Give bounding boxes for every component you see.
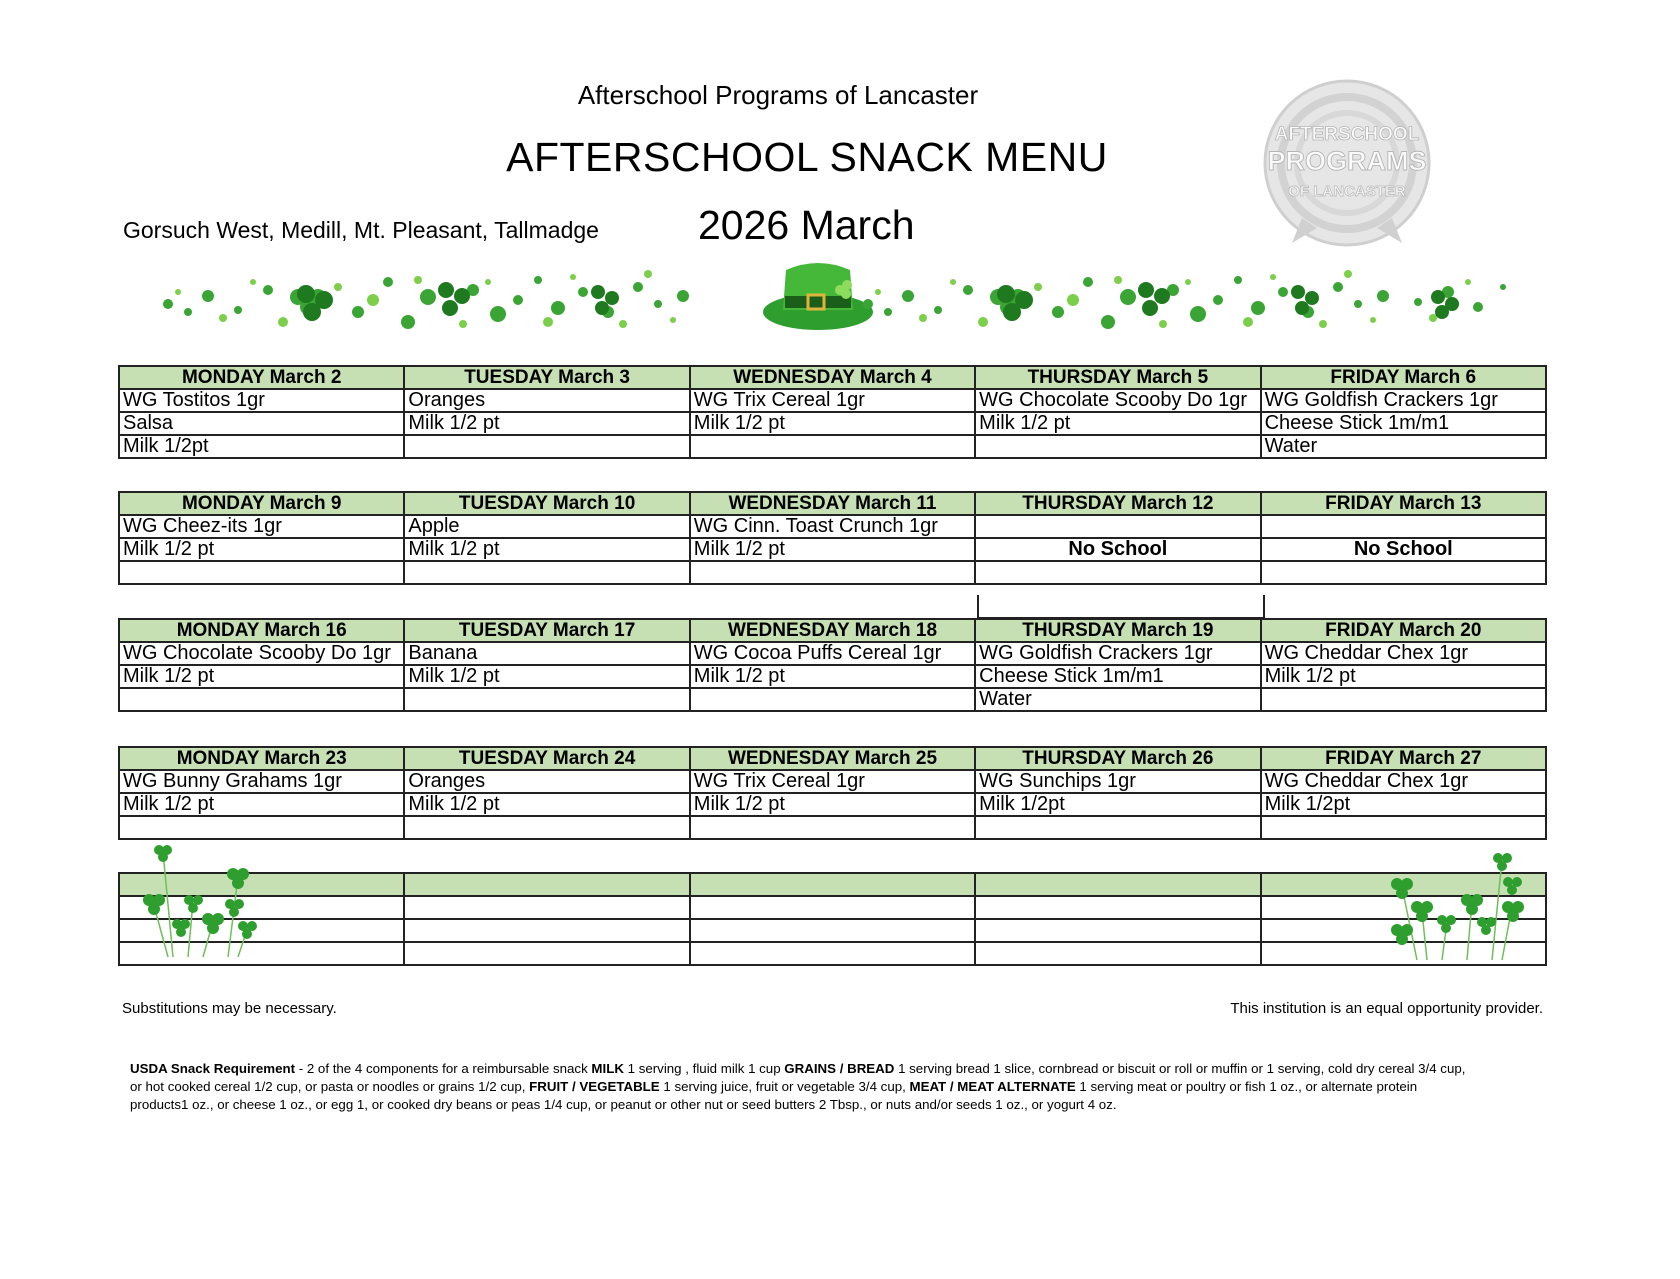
day-header: FRIDAY March 6 <box>1261 366 1546 389</box>
day-header: MONDAY March 23 <box>119 747 404 770</box>
day-header: WEDNESDAY March 18 <box>690 619 975 642</box>
menu-row <box>119 561 1546 584</box>
menu-row <box>119 793 1546 816</box>
menu-cell: Water <box>1261 435 1546 458</box>
menu-cell: Milk 1/2 pt <box>119 793 404 816</box>
menu-row <box>119 435 1546 458</box>
menu-cell: WG Trix Cereal 1gr <box>690 770 975 793</box>
menu-cell: WG Chocolate Scooby Do 1gr <box>975 389 1260 412</box>
menu-cell: Milk 1/2 pt <box>404 412 689 435</box>
menu-cell: Milk 1/2 pt <box>690 538 975 561</box>
menu-cell: Water <box>975 688 1260 711</box>
usda-requirement <box>130 1060 1470 1114</box>
menu-row <box>119 919 1546 942</box>
menu-cell <box>690 919 975 942</box>
menu-cell: Milk 1/2 pt <box>975 412 1260 435</box>
menu-cell: WG Chocolate Scooby Do 1gr <box>119 642 404 665</box>
usda-intro: - 2 of the 4 components for a reimbursable snack <box>295 1061 592 1076</box>
day-header-row <box>119 366 1546 389</box>
menu-row <box>119 412 1546 435</box>
clover-garland-right <box>863 270 1506 329</box>
menu-cell: Milk 1/2pt <box>1261 793 1546 816</box>
menu-cell <box>119 816 404 839</box>
menu-cell: WG Bunny Grahams 1gr <box>119 770 404 793</box>
menu-row <box>119 515 1546 538</box>
menu-cell: Apple <box>404 515 689 538</box>
menu-cell: Cheese Stick 1m/m1 <box>975 665 1260 688</box>
menu-cell <box>119 688 404 711</box>
meat-text: 1 serving meat or poultry or fish 1 oz., or alternate protein products1 oz., or cheese 1 oz., or egg 1, or cooked dry beans or peas 1/4 cup, or peanut or other nut or seed butters 2 Tbsp., or nuts and/or seeds 1 oz., or yogurt 4 oz. <box>130 1079 1418 1112</box>
menu-cell <box>404 919 689 942</box>
menu-cell: Cheese Stick 1m/m1 <box>1261 412 1546 435</box>
menu-cell: Banana <box>404 642 689 665</box>
menu-cell: WG Goldfish Crackers 1gr <box>975 642 1260 665</box>
week-3-table <box>118 618 1547 712</box>
day-header: TUESDAY March 17 <box>404 619 689 642</box>
day-header: THURSDAY March 19 <box>975 619 1260 642</box>
menu-cell: Milk 1/2 pt <box>119 665 404 688</box>
menu-row <box>119 942 1546 965</box>
shamrock-cluster-right-icon <box>1382 852 1532 962</box>
week-1-table <box>118 365 1547 459</box>
day-header: WEDNESDAY March 4 <box>690 366 975 389</box>
menu-row <box>119 770 1546 793</box>
day-header-row <box>119 747 1546 770</box>
menu-month: 2026 March <box>698 202 915 248</box>
fruit-label: FRUIT / VEGETABLE <box>529 1079 660 1094</box>
menu-cell <box>404 561 689 584</box>
menu-cell: Milk 1/2pt <box>975 793 1260 816</box>
week-5-table <box>118 872 1547 966</box>
no-school-cell: No School <box>1261 538 1546 561</box>
menu-cell: Milk 1/2 pt <box>1261 665 1546 688</box>
menu-cell <box>690 896 975 919</box>
day-header: WEDNESDAY March 25 <box>690 747 975 770</box>
menu-cell <box>1261 688 1546 711</box>
menu-cell: Oranges <box>404 770 689 793</box>
menu-cell: Milk 1/2 pt <box>690 793 975 816</box>
menu-row <box>119 688 1546 711</box>
menu-cell <box>975 816 1260 839</box>
week-2-table <box>118 491 1547 585</box>
menu-cell: WG Cinn. Toast Crunch 1gr <box>690 515 975 538</box>
fruit-text: 1 serving juice, fruit or vegetable 3/4 cup, <box>659 1079 910 1094</box>
menu-cell <box>690 561 975 584</box>
logo-line-3: OF LANCASTER <box>1288 183 1406 200</box>
menu-cell: Milk 1/2 pt <box>119 538 404 561</box>
menu-cell: Milk 1/2pt <box>119 435 404 458</box>
menu-cell <box>404 816 689 839</box>
equal-opportunity-note: This institution is an equal opportunity provider. <box>1230 1000 1543 1017</box>
day-header: WEDNESDAY March 11 <box>690 492 975 515</box>
menu-cell: WG Sunchips 1gr <box>975 770 1260 793</box>
menu-cell <box>1261 561 1546 584</box>
program-logo <box>1262 78 1432 248</box>
shamrock-cluster-left-icon <box>133 842 273 962</box>
menu-row <box>119 665 1546 688</box>
menu-row <box>119 642 1546 665</box>
day-header: FRIDAY March 13 <box>1261 492 1546 515</box>
no-school-cell: No School <box>975 538 1260 561</box>
leprechaun-hat-icon <box>763 263 873 330</box>
day-header <box>690 873 975 896</box>
menu-title: AFTERSCHOOL SNACK MENU <box>506 134 1108 180</box>
day-header: MONDAY March 16 <box>119 619 404 642</box>
shamrock-banner <box>128 252 1513 358</box>
logo-line-1: AFTERSCHOOL <box>1274 124 1420 145</box>
day-header <box>404 873 689 896</box>
day-header: TUESDAY March 3 <box>404 366 689 389</box>
menu-cell: WG Tostitos 1gr <box>119 389 404 412</box>
menu-cell <box>1261 515 1546 538</box>
day-header-row <box>119 873 1546 896</box>
menu-row <box>119 389 1546 412</box>
menu-cell <box>404 688 689 711</box>
menu-cell <box>975 896 1260 919</box>
menu-cell <box>119 561 404 584</box>
grains-text: 1 serving bread 1 slice, cornbread or biscuit or roll or muffin or 1 serving, cold dry cereal 3/4 cup, or hot cooked cereal 1/2 cup, or pasta or noodles or grains 1/2 cup, <box>130 1061 1466 1094</box>
menu-cell <box>975 515 1260 538</box>
day-header: THURSDAY March 12 <box>975 492 1260 515</box>
menu-cell: WG Cocoa Puffs Cereal 1gr <box>690 642 975 665</box>
menu-row <box>119 538 1546 561</box>
milk-text: 1 serving , fluid milk 1 cup <box>623 1061 785 1076</box>
day-header: TUESDAY March 24 <box>404 747 689 770</box>
menu-cell: Milk 1/2 pt <box>690 665 975 688</box>
clover-garland-left <box>163 270 689 329</box>
day-header: TUESDAY March 10 <box>404 492 689 515</box>
menu-cell <box>690 688 975 711</box>
menu-cell: WG Goldfish Crackers 1gr <box>1261 389 1546 412</box>
menu-cell: WG Cheddar Chex 1gr <box>1261 770 1546 793</box>
menu-row <box>119 816 1546 839</box>
substitutions-note: Substitutions may be necessary. <box>122 1000 337 1017</box>
table-gap-strip <box>977 595 1265 619</box>
usda-label: USDA Snack Requirement <box>130 1061 296 1076</box>
logo-line-2: PROGRAMS <box>1267 146 1427 176</box>
meat-label: MEAT / MEAT ALTERNATE <box>909 1079 1076 1094</box>
schools-list: Gorsuch West, Medill, Mt. Pleasant, Tallmadge <box>123 217 599 243</box>
day-header: THURSDAY March 26 <box>975 747 1260 770</box>
menu-cell <box>690 435 975 458</box>
menu-cell <box>1261 816 1546 839</box>
menu-cell: WG Cheddar Chex 1gr <box>1261 642 1546 665</box>
menu-cell: Milk 1/2 pt <box>404 665 689 688</box>
day-header-row <box>119 492 1546 515</box>
menu-cell: Milk 1/2 pt <box>404 538 689 561</box>
menu-cell <box>404 896 689 919</box>
day-header-row <box>119 619 1546 642</box>
day-header: FRIDAY March 27 <box>1261 747 1546 770</box>
menu-cell: WG Trix Cereal 1gr <box>690 389 975 412</box>
menu-cell: Milk 1/2 pt <box>690 412 975 435</box>
menu-cell <box>975 561 1260 584</box>
menu-cell: Oranges <box>404 389 689 412</box>
menu-cell <box>975 919 1260 942</box>
week-4-table <box>118 746 1547 840</box>
menu-cell <box>690 816 975 839</box>
menu-cell <box>404 942 689 965</box>
menu-cell <box>404 435 689 458</box>
organization-name: Afterschool Programs of Lancaster <box>577 80 979 110</box>
menu-cell: WG Cheez-its 1gr <box>119 515 404 538</box>
menu-cell <box>690 942 975 965</box>
day-header: MONDAY March 9 <box>119 492 404 515</box>
milk-label: MILK <box>591 1061 624 1076</box>
menu-cell <box>975 435 1260 458</box>
menu-cell: Salsa <box>119 412 404 435</box>
day-header <box>975 873 1260 896</box>
menu-row <box>119 896 1546 919</box>
day-header: MONDAY March 2 <box>119 366 404 389</box>
day-header: FRIDAY March 20 <box>1261 619 1546 642</box>
menu-cell <box>975 942 1260 965</box>
grains-label: GRAINS / BREAD <box>784 1061 895 1076</box>
menu-cell: Milk 1/2 pt <box>404 793 689 816</box>
day-header: THURSDAY March 5 <box>975 366 1260 389</box>
